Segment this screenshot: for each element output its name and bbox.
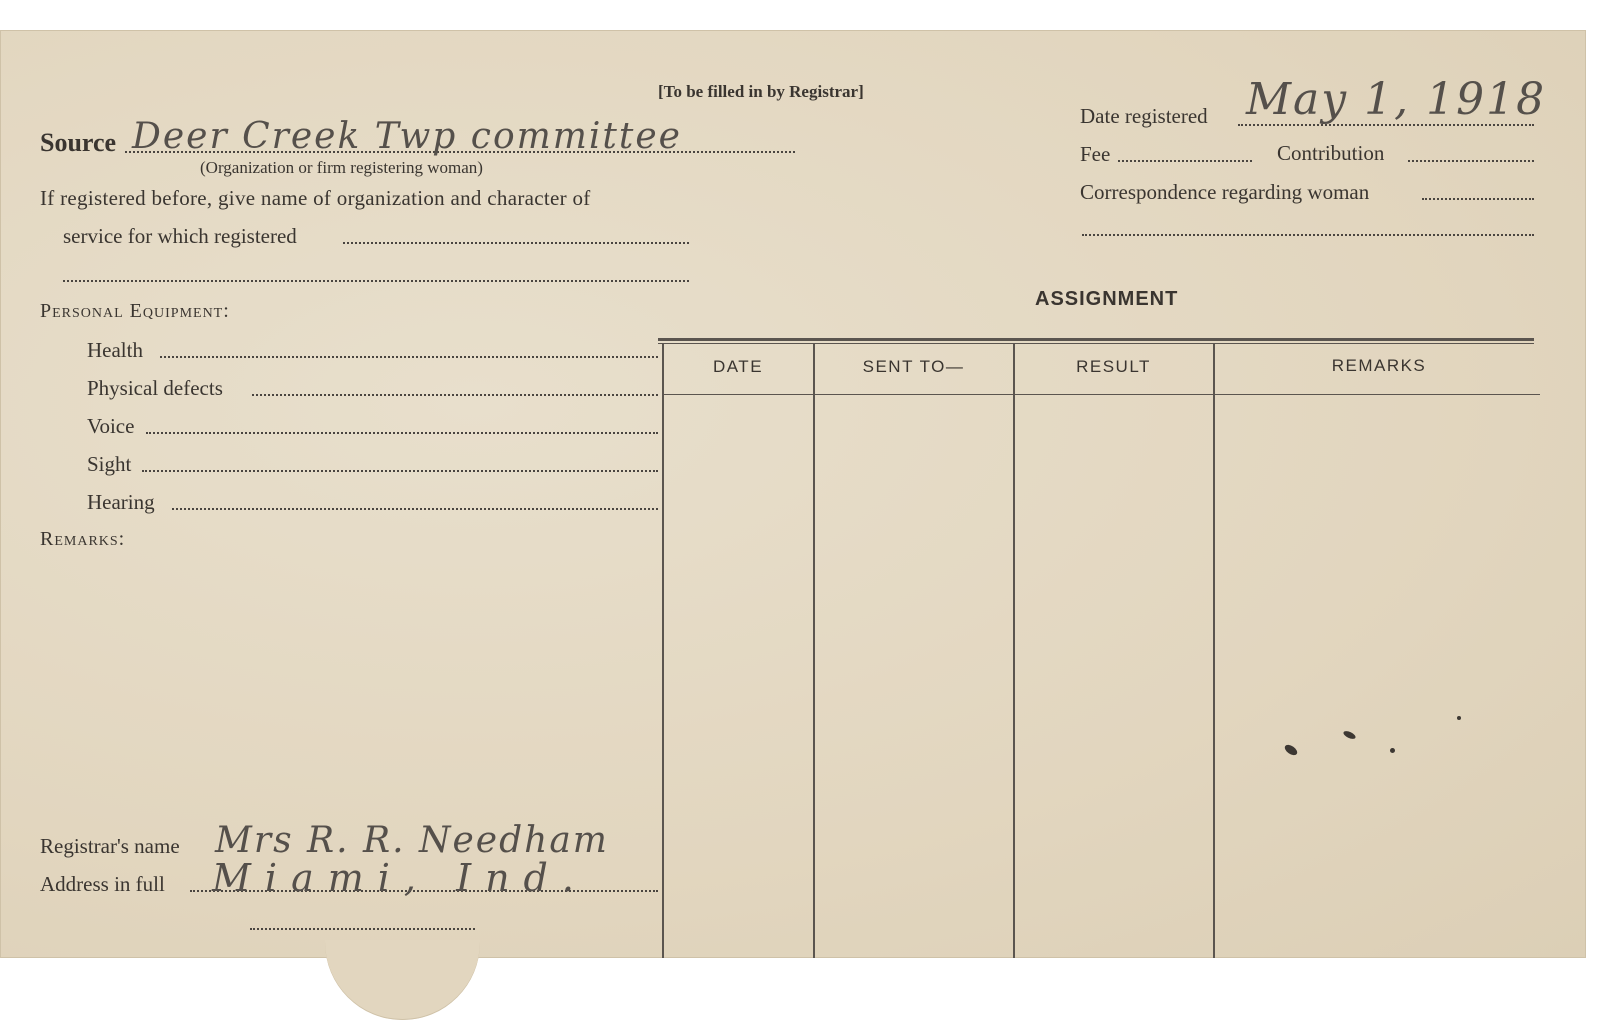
column-header-sent-to: SENT TO— (862, 357, 965, 376)
physical-defects-label: Physical defects (87, 376, 223, 400)
physical-defects-line[interactable] (252, 394, 658, 396)
address-line-2[interactable] (250, 928, 475, 930)
remarks-heading: Remarks: (40, 528, 126, 550)
hearing-line[interactable] (172, 508, 658, 510)
fee-line[interactable] (1118, 160, 1252, 162)
contribution-label: Contribution (1277, 141, 1385, 165)
column-header-result: RESULT (1076, 357, 1151, 376)
registration-card (0, 30, 1586, 958)
correspondence-line[interactable] (1422, 198, 1534, 200)
source-handwriting: Deer Creek Twp committee (132, 116, 682, 157)
registrar-note: [To be filled in by Registrar] (658, 82, 864, 101)
registered-before-line[interactable] (343, 242, 689, 244)
health-label: Health (87, 338, 143, 362)
assignment-col-divider-0 (662, 343, 664, 958)
personal-equipment-heading: Personal Equipment: (40, 300, 230, 322)
ink-speck (1283, 743, 1299, 758)
hearing-label: Hearing (87, 490, 155, 514)
assignment-title: ASSIGNMENT (1035, 288, 1179, 310)
address-label: Address in full (40, 872, 165, 896)
source-label: Source (40, 128, 117, 157)
assignment-col-divider-3 (1213, 343, 1215, 958)
assignment-col-divider-1 (813, 343, 815, 958)
registered-before-text: If registered before, give name of organization and character of (40, 186, 591, 210)
voice-line[interactable] (146, 432, 658, 434)
registered-before-line-2[interactable] (63, 280, 689, 282)
ink-speck (1342, 730, 1356, 741)
assignment-top-rule-2 (658, 343, 1534, 344)
sight-label: Sight (87, 452, 132, 476)
address-handwriting: Miami, Ind. (212, 856, 588, 900)
card-torn-edge (325, 940, 480, 1020)
ink-speck (1457, 716, 1461, 720)
date-registered-handwriting: May 1, 1918 (1246, 74, 1547, 125)
assignment-header-rule (662, 394, 1540, 395)
correspondence-label: Correspondence regarding woman (1080, 180, 1370, 204)
column-header-remarks: REMARKS (1331, 356, 1427, 375)
sight-line[interactable] (142, 470, 658, 472)
voice-label: Voice (87, 414, 135, 438)
assignment-top-rule (658, 338, 1534, 341)
source-caption: (Organization or firm registering woman) (200, 158, 483, 177)
date-registered-label: Date registered (1080, 104, 1208, 128)
contribution-line[interactable] (1408, 160, 1534, 162)
ink-speck (1390, 748, 1395, 753)
correspondence-line-2[interactable] (1082, 234, 1534, 236)
assignment-col-divider-2 (1013, 343, 1015, 958)
registrar-name-label: Registrar's name (40, 834, 180, 858)
column-header-date: DATE (712, 357, 764, 376)
fee-label: Fee (1080, 142, 1111, 166)
health-line[interactable] (160, 356, 658, 358)
registrar-name-handwriting: Mrs R. R. Needham (215, 820, 609, 861)
registered-before-text-2: service for which registered (63, 224, 297, 248)
